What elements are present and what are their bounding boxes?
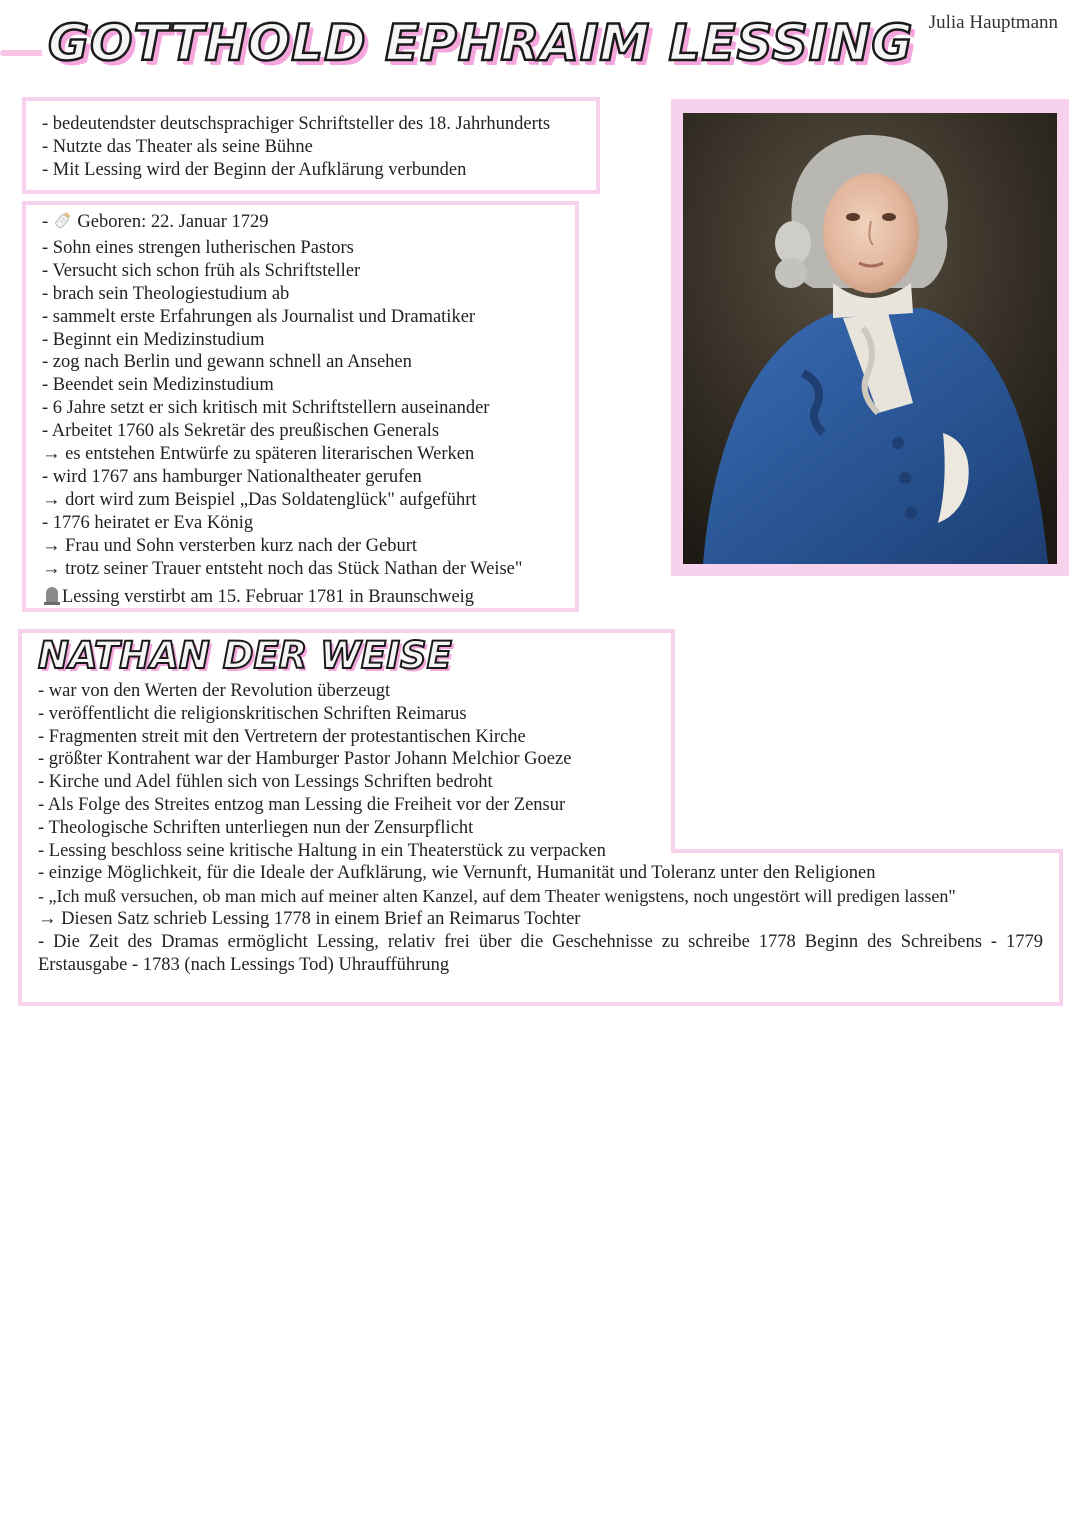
born-line bbox=[42, 210, 575, 237]
nathan-line: - war von den Werten der Revolution überzeugt bbox=[38, 681, 391, 701]
nathan-title: NATHAN DER WEISE bbox=[38, 634, 452, 677]
intro-line: - Nutzte das Theater als seine Bühne bbox=[42, 136, 313, 157]
nathan-line: - Theologische Schriften unterliegen nun der Zensurpflicht bbox=[38, 817, 474, 838]
death-text: Lessing verstirbt am 15. Februar 1781 in Braunschweig bbox=[62, 586, 475, 607]
intro-line: - Mit Lessing wird der Beginn der Aufklärung verbunden bbox=[42, 159, 467, 180]
page-title: GOTTHOLD EPHRAIM LESSING bbox=[42, 14, 919, 72]
bio-line: - 6 Jahre setzt er sich kritisch mit Schriftstellern auseinander bbox=[42, 398, 490, 419]
author-name: Julia Hauptmann bbox=[928, 12, 1058, 33]
bio-line: - brach sein Theologiestudium ab bbox=[42, 283, 290, 304]
bio-line: - Versucht sich schon früh als Schriftsteller bbox=[42, 260, 361, 281]
intro-line: - bedeutendster deutschsprachiger Schriftsteller des 18. Jahrhunderts bbox=[42, 114, 551, 134]
born-text: Geboren: 22. Januar 1729 bbox=[77, 212, 269, 232]
born-prefix: - bbox=[42, 212, 49, 232]
bio-line: → trotz seiner Trauer entsteht noch das Stück Nathan der Weise" bbox=[42, 558, 523, 579]
biography-box bbox=[22, 201, 579, 612]
bio-line: - sammelt erste Erfahrungen als Journalist und Dramatiker bbox=[42, 306, 476, 327]
bio-line: - Sohn eines strengen lutherischen Pastors bbox=[42, 237, 354, 258]
bio-line: → dort wird zum Beispiel „Das Soldatenglück" aufgeführt bbox=[42, 489, 477, 510]
intro-box bbox=[22, 97, 600, 194]
nathan-paragraph: - Die Zeit des Dramas ermöglicht Lessing, relativ frei über die Geschehnisse zu schreibe 1778 Beginn des Schreibens - 1779 Erstausgabe - 1783 (nach Lessings Tod) Uhraufführung bbox=[38, 931, 1043, 975]
nathan-line: - einzige Möglichkeit, für die Ideale der Aufklärung, wie Vernunft, Humanität und Toleranz unter den Religionen bbox=[38, 863, 876, 884]
nathan-section bbox=[38, 632, 1043, 976]
nathan-line: - veröffentlicht die religionskritischen Schriften Reimarus bbox=[38, 703, 467, 724]
bio-line: - Arbeitet 1760 als Sekretär des preußischen Generals bbox=[42, 421, 440, 442]
nathan-line: - größter Kontrahent war der Hamburger Pastor Johann Melchior Goeze bbox=[38, 749, 572, 770]
nathan-list bbox=[38, 680, 1043, 976]
lessing-portrait bbox=[683, 113, 1057, 564]
nathan-line: - Fragmenten streit mit den Vertretern der protestantischen Kirche bbox=[38, 726, 526, 747]
headstone-icon bbox=[42, 585, 62, 612]
bio-line: - 1776 heiratet er Eva König bbox=[42, 512, 254, 533]
bio-line: - Beendet sein Medizinstudium bbox=[42, 375, 274, 396]
death-line bbox=[42, 585, 575, 612]
nathan-line: → Diesen Satz schrieb Lessing 1778 in einem Brief an Reimarus Tochter bbox=[38, 908, 581, 929]
bio-line: → es entstehen Entwürfe zu späteren literarischen Werken bbox=[42, 444, 475, 465]
bio-line: - Beginnt ein Medizinstudium bbox=[42, 329, 265, 350]
bio-line: - zog nach Berlin und gewann schnell an Ansehen bbox=[42, 352, 412, 373]
nathan-line: - Kirche und Adel fühlen sich von Lessings Schriften bedroht bbox=[38, 772, 493, 793]
biography-list bbox=[42, 210, 575, 611]
nathan-line: - Als Folge des Streites entzog man Lessing die Freiheit vor der Zensur bbox=[38, 794, 566, 815]
baby-bottle-icon bbox=[53, 210, 73, 237]
nathan-line: - „Ich muß versuchen, ob man mich auf meiner alten Kanzel, auf dem Theater wenigstens, noch ungestört will predigen lassen" bbox=[38, 886, 956, 907]
bio-line: - wird 1767 ans hamburger Nationaltheater gerufen bbox=[42, 466, 422, 487]
nathan-line: - Lessing beschloss seine kritische Haltung in ein Theaterstück zu verpacken bbox=[38, 840, 606, 861]
bio-line: → Frau und Sohn versterben kurz nach der Geburt bbox=[42, 535, 418, 556]
intro-list bbox=[42, 113, 596, 181]
